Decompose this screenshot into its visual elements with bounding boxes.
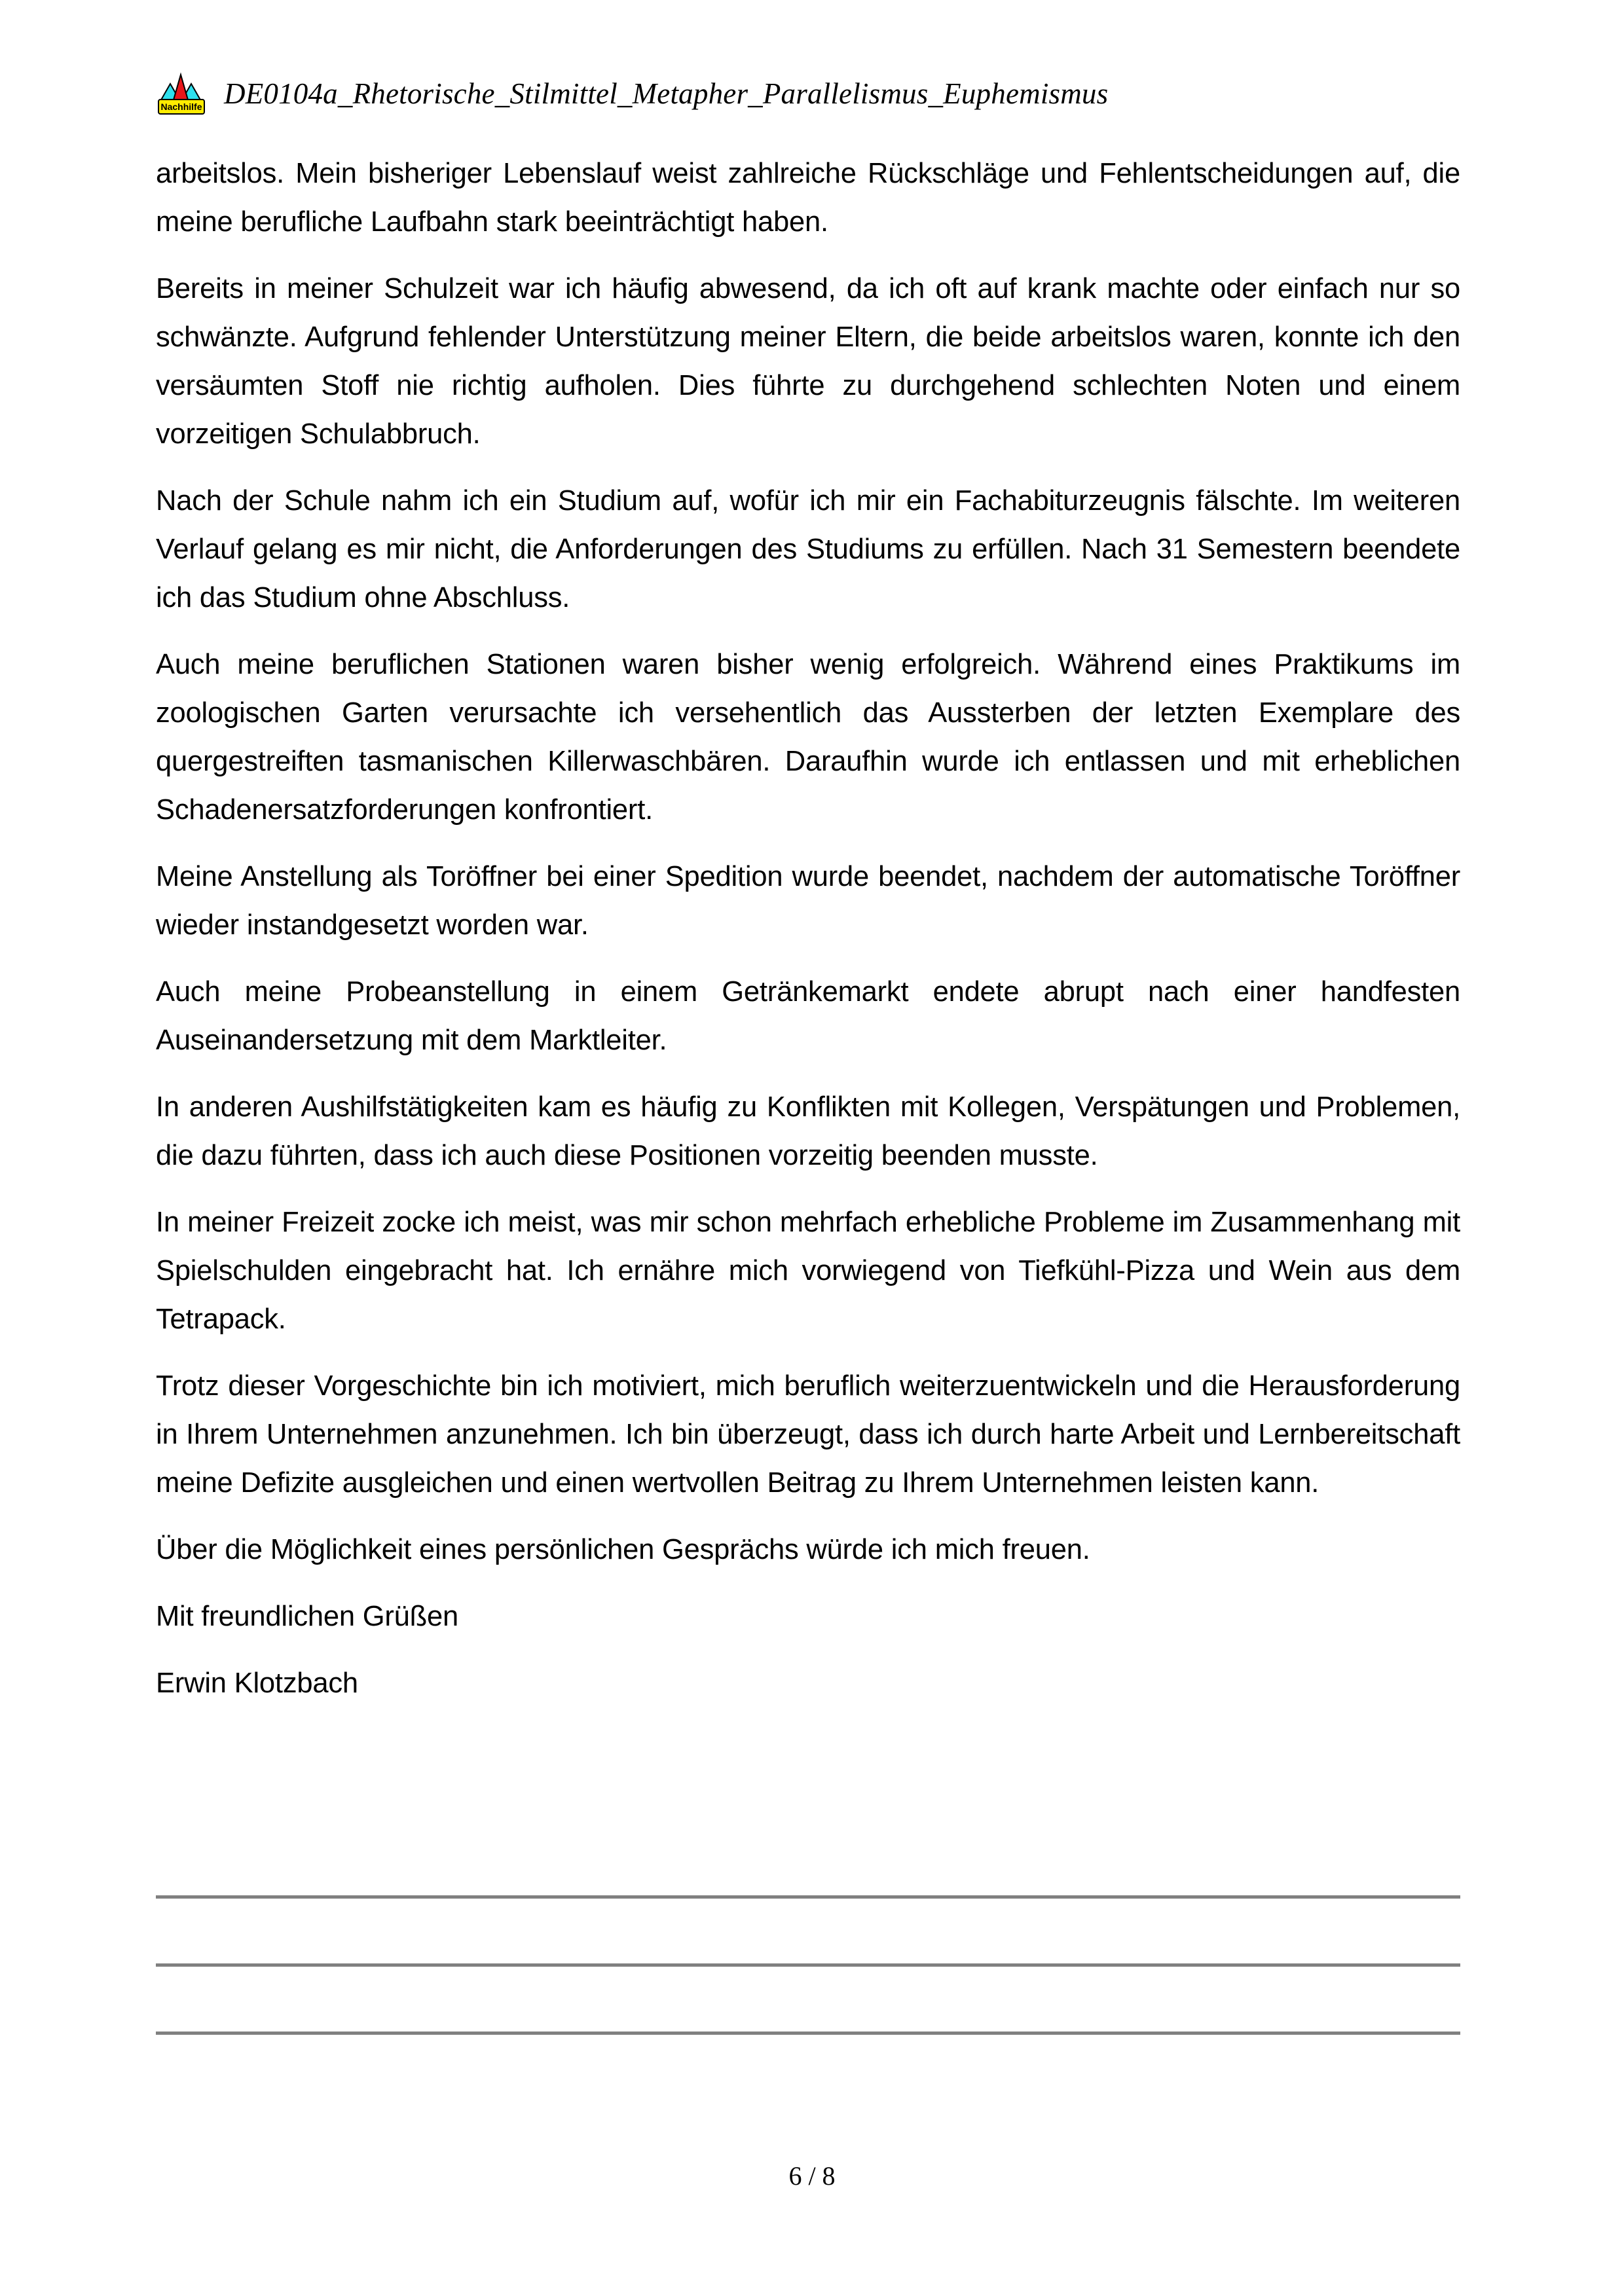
paragraph: Auch meine beruflichen Stationen waren bisher wenig erfolgreich. Während eines Praktikums im zoologischen Garten verursachte ich versehentlich das Aussterben der letzten Exemplare des quergestreiften tasmanischen Killerwaschbären. Daraufhin wurde ich entlassen und mit erheblichen Schadenersatzforderungen konfrontiert. [156, 649, 1460, 826]
svg-text:Nachhilfe: Nachhilfe [160, 101, 202, 112]
paragraph: arbeitslos. Mein bisheriger Lebenslauf weist zahlreiche Rückschläge und Fehlentscheidungen auf, die meine berufliche Laufbahn stark beeinträchtigt haben. [156, 158, 1460, 238]
paragraph: Auch meine Probeanstellung in einem Getränkemarkt endete abrupt nach einer handfesten Auseinandersetzung mit dem Marktleiter. [156, 976, 1460, 1056]
answer-line [156, 2032, 1460, 2035]
salutation: Mit freundlichen Grüßen [156, 1601, 459, 1632]
page-number-footer: 6 / 8 [788, 2161, 836, 2191]
document-body [156, 149, 1460, 1726]
nachhilfe-logo-icon [156, 71, 207, 117]
header-document-title: DE0104a_Rhetorische_Stilmittel_Metapher_Parallelismus_Euphemismus [224, 77, 1109, 110]
paragraph: Trotz dieser Vorgeschichte bin ich motiviert, mich beruflich weiterzuentwickeln und die Herausforderung in Ihrem Unternehmen anzunehmen. Ich bin überzeugt, dass ich durch harte Arbeit und Lernbereitschaft meine Defizite ausgleichen und einen wertvollen Beitrag zu Ihrem Unternehmen leisten kann. [156, 1370, 1460, 1499]
paragraph: In meiner Freizeit zocke ich meist, was mir schon mehrfach erhebliche Probleme im Zusammenhang mit Spielschulden eingebracht hat. Ich ernähre mich vorwiegend von Tiefkühl-Pizza und Wein aus dem Tetrapack. [156, 1207, 1460, 1335]
paragraph: Meine Anstellung als Toröffner bei einer Spedition wurde beendet, nachdem der automatische Toröffner wieder instandgesetzt worden war. [156, 861, 1460, 941]
signature-name: Erwin Klotzbach [156, 1667, 358, 1699]
answer-line [156, 1963, 1460, 1967]
paragraph: Nach der Schule nahm ich ein Studium auf, wofür ich mir ein Fachabiturzeugnis fälschte. Im weiteren Verlauf gelang es mir nicht, die Anforderungen des Studiums zu erfüllen. Nach 31 Semestern beendete ich das Studium ohne Abschluss. [156, 485, 1460, 613]
closing-line: Über die Möglichkeit eines persönlichen Gesprächs würde ich mich freuen. [156, 1534, 1090, 1565]
paragraph: Bereits in meiner Schulzeit war ich häufig abwesend, da ich oft auf krank machte oder einfach nur so schwänzte. Aufgrund fehlender Unterstützung meiner Eltern, die beide arbeitslos waren, konnte ich den versäumten Stoff nie richtig aufholen. Dies führte zu durchgehend schlechten Noten und einem vorzeitigen Schulabbruch. [156, 273, 1460, 450]
answer-lines-group [156, 1895, 1460, 2035]
paragraph: In anderen Aushilfstätigkeiten kam es häufig zu Konflikten mit Kollegen, Verspätungen und Problemen, die dazu führten, dass ich auch diese Positionen vorzeitig beenden musste. [156, 1091, 1460, 1171]
answer-line [156, 1895, 1460, 1899]
page-header [156, 65, 1466, 122]
